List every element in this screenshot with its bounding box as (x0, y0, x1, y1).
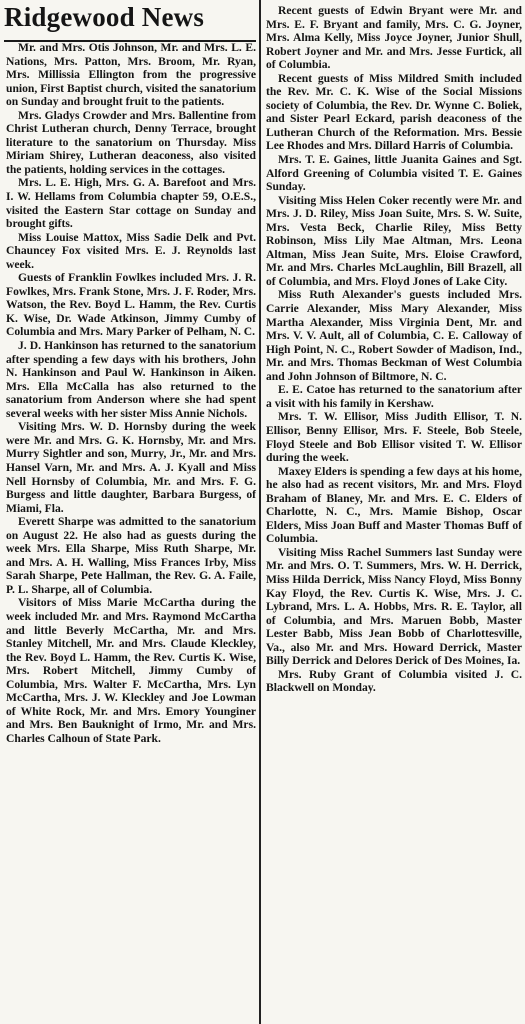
right-column (266, 4, 522, 695)
news-paragraph: Mrs. Ruby Grant of Columbia visited J. C. Blackwell on Monday. (266, 667, 522, 695)
news-paragraph: Visiting Mrs. W. D. Hornsby during the week were Mr. and Mrs. G. K. Hornsby, Mr. and Mrs. Murry Sightler and son, Murry, Jr., Mr. and Mrs. Hansel Varn, Mr. and Mrs. A. J. Kyall and Miss Nell Hornsby of Columbia, Mr. and Mrs. F. G. Burgess and little daughter, Barbara Burgess, of Miami, Fla. (6, 420, 256, 515)
masthead-title: Ridgewood News (4, 0, 256, 42)
news-paragraph: Mrs. T. E. Gaines, little Juanita Gaines and Sgt. Alford Greening of Columbia visited T. E. Gaines Sunday. (266, 153, 522, 194)
news-paragraph: Recent guests of Miss Mildred Smith included the Rev. Mr. C. K. Wise of the Social Missions society of Columbia, the Rev. Dr. Wynne C. Boliek, and Sister Pearl Eckard, parish deaconess of the Lutheran Church of the Reformation. Mrs. Bessie Lee Rhodes and Mrs. Dillard Harris of Columbia. (266, 71, 522, 153)
news-paragraph: Visiting Miss Helen Coker recently were Mr. and Mrs. J. D. Riley, Miss Joan Suite, Mrs. S. W. Suite, Mrs. Vesta Beck, Charlie Riley, Miss Betty Robinson, Miss Lily Mae Altman, Mrs. Leona Altman, Miss Jean Suite, Mrs. Eloise Crawford, Mr. and Mrs. Charles McLaughlin, Bill Brazell, all of Columbia, and Mrs. Floyd Jones of Lake City. (266, 193, 522, 288)
news-paragraph: Recent guests of Edwin Bryant were Mr. and Mrs. E. F. Bryant and family, Mrs. C. G. Joyner, Mrs. Alma Kelly, Miss Joyce Joyner, Junior Shull, Robert Joyner and Mr. and Mrs. Jesse Furtick, all of Columbia. (266, 4, 522, 72)
news-paragraph: Miss Ruth Alexander's guests included Mrs. Carrie Alexander, Miss Mary Alexander, Miss Martha Alexander, Miss Virginia Dent, Mr. and Mrs. V. V. Ault, all of Columbia, C. E. Calloway of High Point, N. C., Robert Sowder of Madison, Ind., Mr. and Mrs. Thomas Beckman of West Columbia and John Johnson of Biltmore, N. C. (266, 288, 522, 383)
news-paragraph: Miss Louise Mattox, Miss Sadie Delk and Pvt. Chauncey Fox visited Mrs. E. J. Reynolds last week. (6, 230, 256, 271)
news-paragraph: E. E. Catoe has returned to the sanatorium after a visit with his family in Kershaw. (266, 383, 522, 410)
news-paragraph: Mrs. L. E. High, Mrs. G. A. Barefoot and Mrs. I. W. Hellams from Columbia chapter 59, O.E.S., visited the Eastern Star cottage on Sunday and brought gifts. (6, 176, 256, 231)
left-column (6, 41, 256, 745)
news-paragraph: Visiting Miss Rachel Summers last Sunday were Mr. and Mrs. O. T. Summers, Mrs. W. H. Derrick, Miss Hilda Derrick, Miss Nancy Floyd, Miss Bonny Kay Floyd, the Rev. Curtis K. Wise, Mrs. J. C. Lybrand, Mrs. L. A. Hobbs, Mrs. R. E. Taylor, all of Columbia, and Mrs. Maruen Bobb, Master Lester Babb, Miss Jean Bobb of Charlottesville, Va., also Mr. and Mrs. Howard Derrick, Master Billy Derrick and Delores Derick of Des Moines, Ia. (266, 545, 522, 668)
news-paragraph: Guests of Franklin Fowlkes included Mrs. J. R. Fowlkes, Mrs. Frank Stone, Mrs. J. F. Roder, Mrs. Watson, the Rev. Boyd L. Hamm, the Rev. Curtis K. Wise, Dr. Wade Atkinson, Jimmy Cumby of Columbia and Mrs. Mary Parker of Pelham, N. C. (6, 271, 256, 339)
news-paragraph: Mrs. T. W. Ellisor, Miss Judith Ellisor, T. N. Ellisor, Benny Ellisor, Mrs. F. Steele, Bob Steele, Floyd Steele and Bob Ellisor visited T. W. Ellisor during the week. (266, 410, 522, 465)
news-paragraph: Maxey Elders is spending a few days at his home, he also had as recent visitors, Mr. and Mrs. Floyd Braham of Blaney, Mr. and Mrs. E. C. Elders of Charlotte, N. C., Mrs. Mamie Bishop, Oscar Elders, Miss Joan Buff and Master Thomas Buff of Columbia. (266, 464, 522, 546)
news-paragraph: Mr. and Mrs. Otis Johnson, Mr. and Mrs. L. E. Nations, Mrs. Patton, Mrs. Broom, Mr. Ryan, Mrs. Millissia Ellington from the progressive union, First Baptist church, visited the sanatorium on Sunday and brought fruit to the patients. (6, 41, 256, 109)
news-paragraph: J. D. Hankinson has returned to the sanatorium after spending a few days with his brothers, John N. Hankinson and Paul W. Hankinson in Aiken. Mrs. Ella McCalla has also returned to the sanatorium from Anderson where she had spent several weeks with her sister Miss Annie Nichols. (6, 339, 256, 420)
news-paragraph: Mrs. Gladys Crowder and Mrs. Ballentine from Christ Lutheran church, Denny Terrace, brought literature to the sanatorium on Thursday. Miss Miriam Shirey, Lutheran deaconess, also visited the patients, holding services in the cottages. (6, 108, 256, 176)
news-paragraph: Visitors of Miss Marie McCartha during the week included Mr. and Mrs. Raymond McCartha and little Beverly McCartha, Mr. and Mrs. Stanley Mitchell, Mr. and Mrs. Claude Kleckley, the Rev. Boyd L. Hamm, the Rev. Curtis K. Wise, Mrs. Robert Mitchell, Jimmy Cumby of Columbia, Mrs. Walter F. McCartha, Mrs. Lyn McCartha, Mrs. J. W. Kleckley and Joe Lowman of White Rock, Mr. and Mrs. Emory Younginer and Mrs. Ben Bauknight of Irmo, Mr. and Mrs. Charles Calhoun of State Park. (6, 596, 256, 745)
news-paragraph: Everett Sharpe was admitted to the sanatorium on August 22. He also had as guests during the week Mrs. Ella Sharpe, Miss Ruth Sharpe, Mr. and Mrs. A. H. Walling, Miss Frances Irby, Miss Sarah Sharpe, Pete Hallman, the Rev. G. A. Faile, P. L. Sharpe, all of Columbia. (6, 515, 256, 596)
column-divider (259, 0, 261, 1024)
